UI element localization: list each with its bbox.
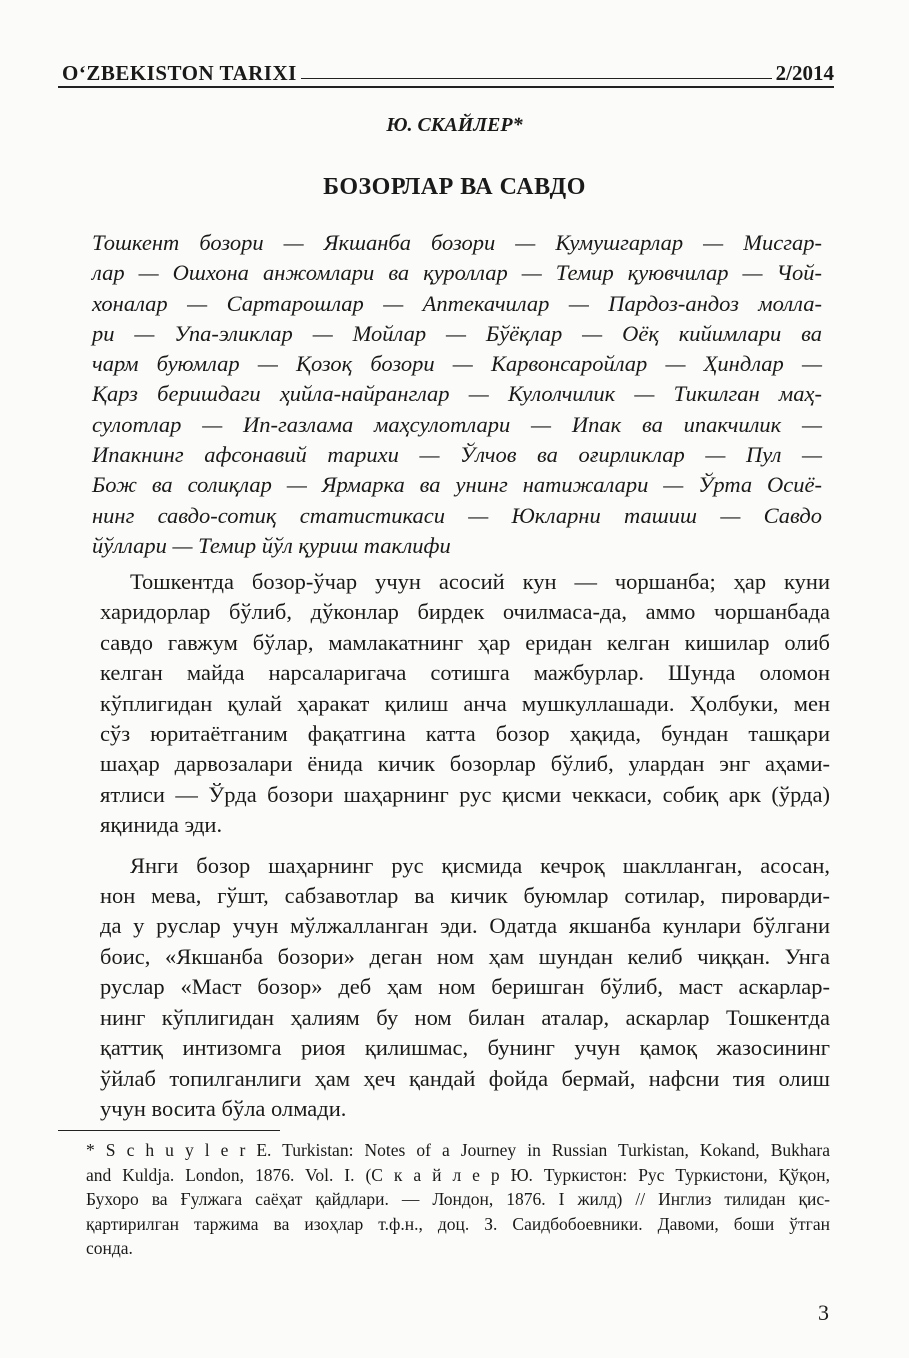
body-line: шаҳар дарвозалари ёнида кичик бозорлар бўлиб, улардан энг аҳами- bbox=[100, 751, 830, 777]
footnote-line: Бухоро ва Ғулжага саёҳат қайдлари. — Лондон, 1876. I жилд) // Инглиз тилидан қис- bbox=[86, 1189, 830, 1210]
abstract-line: Ипакнинг афсонавий тарихи — Ўлчов ва оғирликлар — Пул — bbox=[92, 442, 822, 468]
abstract-line: сулотлар — Ип-газлама маҳсулотлари — Ипак ва ипакчилик — bbox=[92, 411, 822, 437]
header-line bbox=[301, 78, 772, 79]
body-line: ятлиси — Ўрда бозори шаҳарнинг рус қисми чеккаси, собиқ арк (ўрда) bbox=[100, 781, 830, 807]
paragraph bbox=[100, 567, 830, 841]
article-title: БОЗОРЛАР ВА САВДО bbox=[323, 174, 586, 200]
abstract-line: йўллари — Темир йўл қуриш таклифи bbox=[92, 532, 451, 558]
body-line: учун восита бўла олмади. bbox=[100, 1095, 347, 1121]
abstract-line: лар — Ошхона анжомлари ва қуроллар — Темир қуювчилар — Чой- bbox=[92, 260, 822, 286]
body-line: яқинида эди. bbox=[100, 812, 223, 838]
journal-name: O‘ZBEKISTON TARIXI bbox=[62, 61, 297, 85]
body-line: боис, «Якшанба бозори» деган ном ҳам шундан келиб чиққан. Унга bbox=[100, 943, 830, 969]
footnote-line: * S c h u y l e r E. Turkistan: Notes of a Journey in Russian Turkistan, Kokand, Bukhara bbox=[86, 1140, 830, 1160]
body-line: да у руслар учун мўлжалланган эди. Одатда якшанба кунлари бўлгани bbox=[100, 913, 830, 939]
body-line: қаттиқ интизомга риоя қилишмас, бунинг учун қамоқ жазосининг bbox=[100, 1035, 830, 1061]
body-line: савдо гавжум бўлар, мамлакатнинг ҳар еридан келган кишилар олиб bbox=[100, 629, 830, 655]
body-line: Тошкентда бозор-ўчар учун асосий кун — чоршанба; ҳар куни bbox=[130, 569, 830, 594]
body-line: харидорлар бўлиб, дўконлар бирдек очилмаса-да, аммо чоршанбада bbox=[100, 599, 830, 625]
body-line: кўплигидан қулай ҳаракат қилиш анча мушкуллашади. Ҳолбуки, мен bbox=[100, 690, 830, 716]
abstract-line: Тошкент бозори — Якшанба бозори — Кумушгарлар — Мисгар- bbox=[92, 230, 822, 255]
body-line: руслар «Маст бозор» деб ҳам ном беришган бўлиб, маст аскарлар- bbox=[100, 974, 830, 1000]
article-author: Ю. СКАЙЛЕР* bbox=[386, 114, 523, 136]
body-line: Янги бозор шаҳарнинг рус қисмида кечроқ шаклланган, асосан, bbox=[130, 852, 830, 878]
abstract-line: нинг савдо-сотиқ статистикаси — Юкларни ташиш — Савдо bbox=[92, 502, 822, 528]
header-rule bbox=[58, 86, 834, 88]
abstract-line: чарм буюмлар — Қозоқ бозори — Карвонсаройлар — Ҳиндлар — bbox=[92, 351, 822, 377]
paragraph bbox=[100, 851, 830, 1125]
paragraph-gap bbox=[100, 841, 830, 851]
footnote-line: қартирилган таржима ва изоҳлар т.ф.н., доц. З. Саидбобоевники. Давоми, боши ўтган bbox=[86, 1213, 830, 1234]
body-line: келган майда нарсаларигача сотишга мажбурлар. Шунда оломон bbox=[100, 660, 830, 686]
footnote bbox=[86, 1138, 830, 1261]
article-body bbox=[100, 567, 830, 1124]
running-header bbox=[62, 52, 834, 86]
page-number: 3 bbox=[818, 1300, 829, 1325]
issue-number: 2/2014 bbox=[775, 61, 834, 85]
abstract-line: Бож ва солиқлар — Ярмарка ва унинг натижалари — Ўрта Осиё- bbox=[92, 472, 822, 498]
body-line: сўз юритаётганим фақатгина катта бозор ҳақида, бундан ташқари bbox=[100, 721, 830, 747]
footnote-rule bbox=[58, 1130, 280, 1131]
article-abstract bbox=[92, 228, 822, 561]
footnote-line: сонда. bbox=[86, 1238, 133, 1259]
body-line: нинг кўплигидан ҳалиям бу ном билан аталар, аскарлар Тошкентда bbox=[100, 1004, 830, 1030]
abstract-line: хоналар — Сартарошлар — Аптекачилар — Пардоз-андоз молла- bbox=[92, 290, 822, 316]
footnote-line: and Kuldja. London, 1876. Vol. I. (С к а й л е р Ю. Туркистон: Рус Туркистони, Қўқон, bbox=[86, 1164, 830, 1185]
abstract-line: Қарз беришдаги ҳийла-найранглар — Кулолчилик — Тикилган маҳ- bbox=[92, 381, 822, 407]
abstract-line: ри — Упа-эликлар — Мойлар — Бўёқлар — Оёқ кийимлари ва bbox=[92, 320, 822, 346]
body-line: нон мева, гўшт, сабзавотлар ва кичик буюмлар сотилар, пироварди- bbox=[100, 883, 830, 909]
body-line: ўйлаб топилганлиги ҳам ҳеч қандай фойда бермай, нафсни тия олиш bbox=[100, 1065, 830, 1091]
